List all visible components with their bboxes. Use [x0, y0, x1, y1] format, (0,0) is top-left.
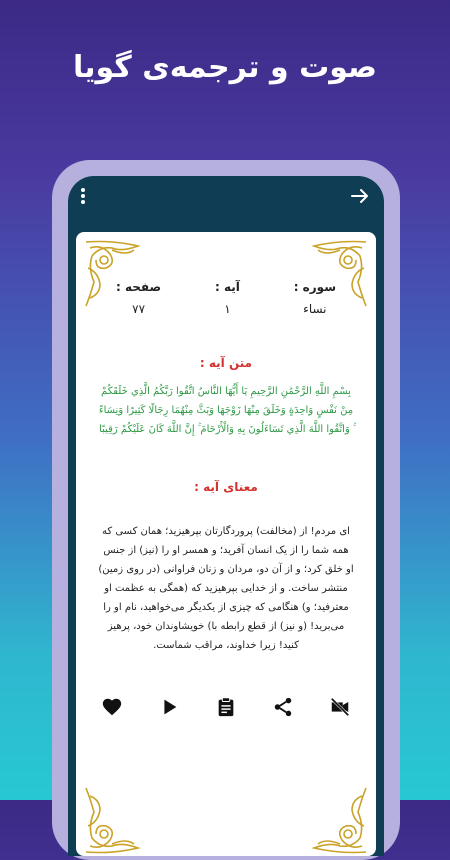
ayah-arabic-text: بِسْمِ اللَّهِ الرَّحْمَٰنِ الرَّحِيمِ يَا أَيُّهَا النَّاسُ اتَّقُوا رَبَّكُمُ الَّذِي خَلَقَكُمْ مِنْ نَفْسٍ وَاحِدَةٍ وَخَلَقَ مِنْهَا زَوْجَهَا وَبَثَّ مِنْهُمَا رِجَالًا كَثِيرًا وَنِسَاءً ۚ وَاتَّقُوا اللَّهَ الَّذِي تَسَاءَلُونَ بِهِ وَالْأَرْحَامَ ۚ إِنَّ اللَّهَ كَانَ عَلَيْكُمْ رَقِيبًا: [98, 386, 354, 435]
surah-label: سوره :: [293, 280, 336, 294]
ornament-corner-icon: [82, 784, 144, 856]
more-vert-icon[interactable]: [76, 186, 90, 206]
share-icon: [272, 696, 294, 718]
ayah-label: آیه :: [214, 280, 240, 294]
clipboard-button[interactable]: [214, 695, 238, 719]
ornament-corner-icon: [308, 784, 370, 856]
surah-value: نساء: [303, 302, 327, 316]
top-app-bar: [68, 176, 384, 232]
video-toggle-button[interactable]: [328, 695, 352, 719]
page-value: ۷۷: [132, 302, 146, 316]
page-label: صفحه :: [116, 280, 162, 294]
ayah-info: [215, 280, 240, 316]
action-toolbar: [100, 692, 352, 722]
phone-frame: [52, 160, 400, 860]
favorite-button[interactable]: [100, 695, 124, 719]
heart-icon: [101, 696, 123, 718]
play-icon: [158, 696, 180, 718]
app-screen: [68, 176, 384, 856]
clipboard-icon: [215, 696, 237, 718]
page-info: [116, 280, 161, 316]
ayah-meta: [116, 280, 336, 316]
promo-headline: صوت و ترجمه‌ی گویا: [72, 50, 378, 85]
play-button[interactable]: [157, 695, 181, 719]
arrow-forward-icon[interactable]: [348, 184, 372, 208]
meaning-title: معنای آیه :: [194, 480, 258, 494]
ayah-text-title: متن آیه :: [199, 356, 253, 370]
ayah-value: ۱: [224, 302, 231, 316]
share-button[interactable]: [271, 695, 295, 719]
ayah-meaning-text: ای مردم! از (مخالفت) پروردگارتان بپرهیزید؛ همان کسی که همه شما را از یک انسان آفرید؛ و همسر او را (نیز) از جنس او خلق کرد؛ و از آن دو، مردان و زنان فراوانی (در روی زمین) منتشر ساخت. و از خدایی بپرهیزید که (همگی به عظمت او معترفید؛ و) هنگامی که چیزی از یکدیگر می‌خواهید، نام او را می‌برید! (و نیز) از قطع رابطه با) خویشاوندان خود، پرهیز کنید! زیرا خداوند، مراقب شماست.: [98, 526, 354, 651]
ayah-card: [76, 232, 376, 856]
videocam-off-icon: [329, 696, 351, 718]
surah-info: [294, 280, 336, 316]
